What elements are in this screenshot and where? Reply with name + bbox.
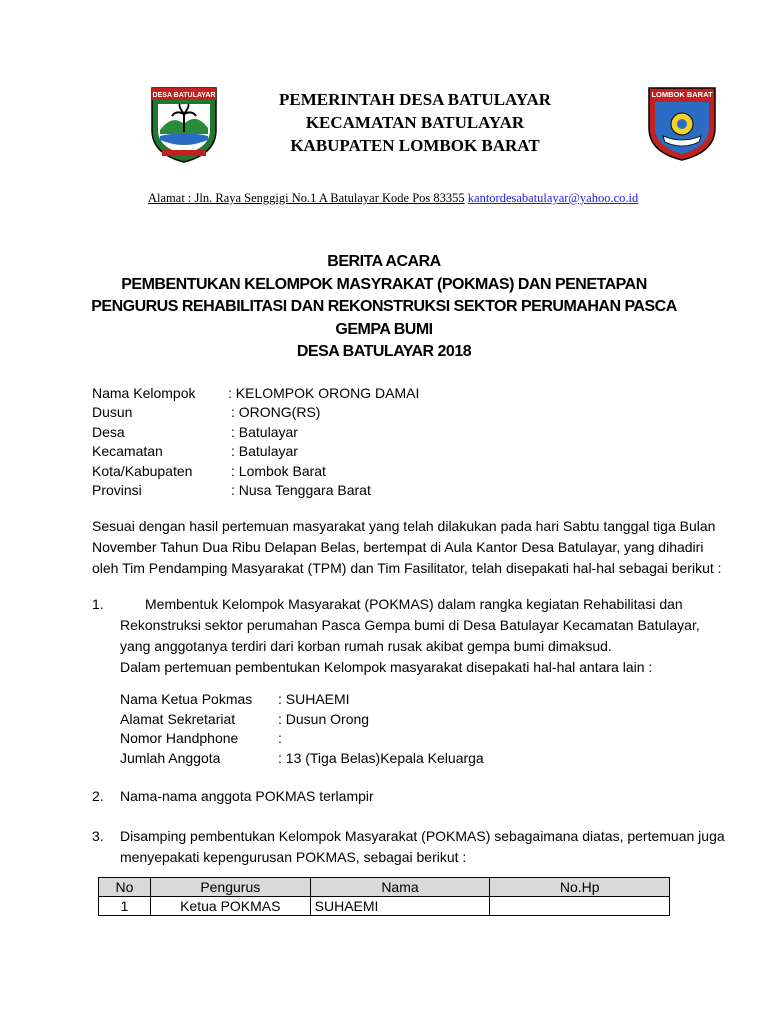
item-3-text: Disamping pembentukan Kelompok Masyarakat (POKMAS) sebagaimana diatas, pertemuan juga menyepakati kepengurusan POKMAS, sebagai berikut : (120, 828, 725, 865)
board-table (98, 877, 670, 916)
title-line-3: PENGURUS REHABILITASI DAN REKONSTRUKSI SEKTOR PERUMAHAN PASCA (91, 298, 677, 315)
column-header-nama: Nama (310, 878, 490, 897)
title-line-2: PEMBENTUKAN KELOMPOK MASYRAKAT (POKMAS) DAN PENETAPAN (121, 275, 647, 293)
cell-pengurus: Ketua POKMAS (150, 897, 310, 916)
table-header-row (99, 878, 670, 897)
document-page: DESA BATULAYAR PEMERINTAH DESA BATULAYAR KECAMATAN BATULAYAR KABUPATEN LOMBOK BARAT LOMBOK BARAT Alamat : Jln. Raya Senggigi No.1 A Batulayar Kode Pos 83355 kantordesabatulayar@yahoo.co.id BERITA ACARA PEMBENTUKAN KELOMPOK MASYRAKAT (POKMAS) DAN PENETAPAN PENGURUS REHABILITASI DAN REKONSTRUKSI SEKTOR PERUMAHAN PASCA GEMPA BUMI DESA BATULAYAR 2018 Nama Kelompok : KELOMPOK ORONG DAMAI Dusun : ORONG(RS) Desa : Batulayar Kecamatan : Batulayar Kota/Kabupaten : Lombok Barat Provinsi : Nusa Tenggara Barat Sesuai dengan hasil pertemuan masyarakat yang telah dilakukan pada hari Sabtu tanggal tiga Bulan November Tahun Dua Ribu Delapan Belas, bertempat di Aula Kantor Desa Batulayar, yang dihadiri oleh Tim Pendamping Masyarakat (TPM) dan Tim Fasilitator, telah disepakati hal-hal sebagai berikut : 1. Membentuk Kelompok Masyarakat (POKMAS) dalam rangka kegiatan Rehabilitasi dan Rekonstruksi sektor perumahan Pasca Gempa bumi di Desa Batulayar Kecamatan Batulayar, yang anggotanya terdiri dari korban rumah rusak akibat gempa bumi dimaksud. Dalam pertemuan pembentukan Kelompok masyarakat disepakati hal-hal antara lain : Nama Ketua Pokmas : SUHAEMI Alamat Sekretariat : Dusun Orong Nomor Handphone : Jumlah Anggota : 13 (Tiga Belas)Kepala Keluarga 2. Nama-nama anggota POKMAS terlampir 3. Disamping pembentukan Kelompok Masyarakat (POKMAS) sebagaimana diatas, pertemuan juga menyepakati kepengurusan POKMAS, sebagai berikut : No Pengurus Nama No.Hp 1 Ketua POKMAS SUHAEMI (0, 0, 768, 1024)
column-header-pengurus: Pengurus (150, 878, 310, 897)
title-line-4: GEMPA BUMI (335, 320, 433, 338)
email-link[interactable]: kantordesabatulayar@yahoo.co.id (467, 191, 639, 205)
item-2-text: Nama-nama anggota POKMAS terlampir (120, 788, 374, 804)
item-number: 1. (92, 596, 104, 612)
desa-batulayar-logo (148, 84, 220, 164)
document-title (80, 251, 688, 364)
cell-nama: SUHAEMI (310, 897, 490, 916)
title-line-1: BERITA ACARA (327, 253, 441, 270)
lombok-barat-logo (645, 84, 719, 162)
item-number: 2. (92, 788, 104, 804)
svg-text:LOMBOK BARAT: LOMBOK BARAT (651, 90, 713, 99)
letterhead (230, 88, 600, 157)
letterhead-line-3: KABUPATEN LOMBOK BARAT (290, 136, 540, 155)
svg-text:DESA BATULAYAR: DESA BATULAYAR (152, 92, 216, 99)
table-row (99, 897, 670, 916)
address-line (148, 191, 638, 206)
item-1-text: Membentuk Kelompok Masyarakat (POKMAS) dalam rangka kegiatan Rehabilitasi dan Rekonstruksi sektor perumahan Pasca Gempa bumi di Desa Batulayar Kecamatan Batulayar, yang anggotanya terdiri dari korban rumah rusak akibat gempa bumi dimaksud. Dalam pertemuan pembentukan Kelompok masyarakat disepakati hal-hal antara lain : (120, 596, 700, 675)
address-text: Alamat : Jln. Raya Senggigi No.1 A Batulayar Kode Pos 83355 (148, 191, 465, 205)
group-identity: Nama Kelompok : KELOMPOK ORONG DAMAI Dusun : ORONG(RS) Desa : Batulayar Kecamatan : Batulayar Kota/Kabupaten : Lombok Barat Provinsi : Nusa Tenggara Barat (92, 385, 420, 498)
letterhead-line-1: PEMERINTAH DESA BATULAYAR (278, 90, 552, 109)
column-header-nohp: No.Hp (490, 878, 670, 897)
letterhead-line-2: KECAMATAN BATULAYAR (305, 113, 525, 132)
title-line-5: DESA BATULAYAR 2018 (296, 343, 472, 360)
cell-nohp (490, 897, 670, 916)
item-number: 3. (92, 828, 104, 844)
opening-paragraph: Sesuai dengan hasil pertemuan masyarakat yang telah dilakukan pada hari Sabtu tanggal tiga Bulan November Tahun Dua Ribu Delapan Belas, bertempat di Aula Kantor Desa Batulayar, yang dihadiri oleh Tim Pendamping Masyarakat (TPM) dan Tim Fasilitator, telah disepakati hal-hal sebagai berikut : (92, 518, 722, 576)
column-header-no: No (99, 878, 151, 897)
cell-no: 1 (99, 897, 151, 916)
